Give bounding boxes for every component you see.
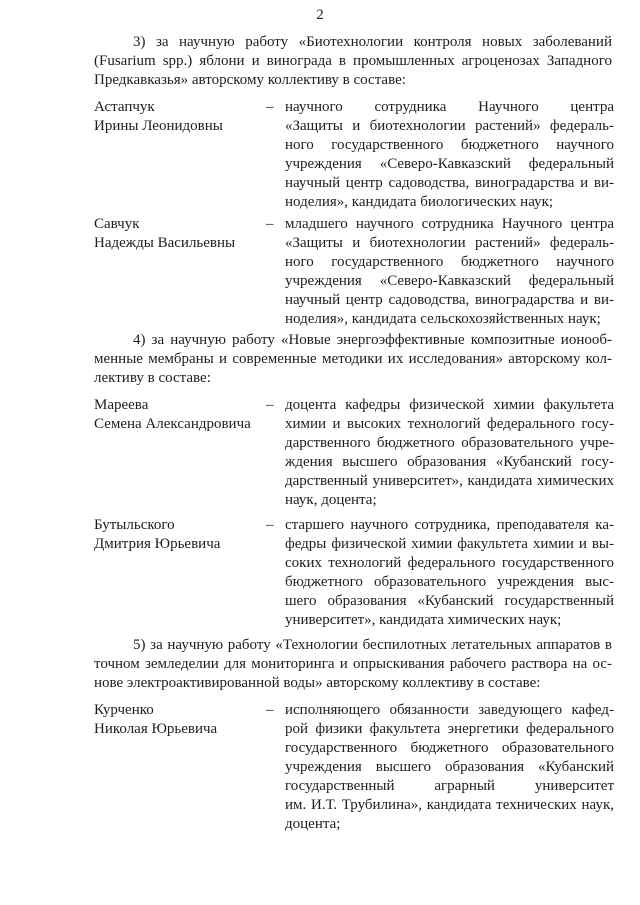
member-surname: Астапчук — [94, 99, 155, 115]
description-line: доцента кафедры физической химии факультета — [285, 397, 614, 413]
member-description — [285, 396, 614, 510]
description-line: бюджетного образовательного учреждения выс- — [285, 574, 614, 590]
description-line: ждения высшего образования «Кубанский госу- — [285, 454, 614, 470]
paragraph-line: точном земледелии для мониторинга и опрыскивания рабочего раствора на ос- — [94, 656, 612, 672]
description-line: старшего научного сотрудника, преподавателя ка- — [285, 517, 614, 533]
paragraph-line: (Fusarium spp.) яблони и винограда в промышленных агроценозах Западного — [94, 53, 612, 69]
paragraph-line: 5) за научную работу «Технологии беспилотных летательных аппаратов в — [133, 637, 612, 653]
description-line: ноделия», кандидата биологических наук; — [285, 194, 554, 210]
description-line: научный центр садоводства, виноградарства и ви- — [285, 175, 614, 191]
paragraph-line: менные мембраны и современные методики их исследования» авторскому кол- — [94, 351, 612, 367]
member-description — [285, 215, 614, 329]
member-given-name: Николая Юрьевича — [94, 721, 218, 737]
paragraph-line: 4) за научную работу «Новые энергоэффективные композитные ионооб- — [133, 332, 612, 348]
description-line: младшего научного сотрудника Научного центра — [285, 216, 614, 232]
description-line: дарственного бюджетного образовательного учре- — [285, 435, 614, 451]
description-line: им. И.Т. Трубилина», кандидата технических наук, — [285, 797, 614, 813]
member-surname: Бутыльского — [94, 517, 175, 533]
paragraph-line: нове электроактивированной воды» авторскому коллективу в составе: — [94, 675, 541, 691]
description-line: научного сотрудника Научного центра — [285, 99, 614, 115]
description-line: федры физической химии факультета химии и вы- — [285, 536, 614, 552]
description-line: ного государственного бюджетного научного — [285, 254, 614, 270]
description-line: ного государственного бюджетного научного — [285, 137, 614, 153]
description-line: учреждения «Северо-Кавказский федеральный — [285, 156, 614, 172]
member-given-name: Надежды Васильевны — [94, 235, 236, 251]
description-line: государственного бюджетного образовательного — [285, 740, 614, 756]
member-given-name: Ирины Леонидовны — [94, 118, 223, 134]
member-name — [94, 396, 264, 434]
description-line: учреждения высшего образования «Кубанский — [285, 759, 614, 775]
award-paragraph-4 — [94, 331, 612, 388]
description-line: научный центр садоводства, виноградарства и ви- — [285, 292, 614, 308]
award-paragraph-3 — [94, 33, 612, 90]
paragraph-line: 3) за научную работу «Биотехнологии контроля новых заболеваний — [133, 34, 612, 50]
member-given-name: Дмитрия Юрьевича — [94, 536, 221, 552]
award-paragraph-5 — [94, 636, 612, 693]
description-line: доцента; — [285, 816, 341, 832]
member-description — [285, 701, 614, 834]
description-line: наук, доцента; — [285, 492, 377, 508]
description-line: государственный аграрный университет — [285, 778, 614, 794]
page-number: 2 — [316, 7, 324, 23]
paragraph-line: Предкавказья» авторскому коллективу в составе: — [94, 72, 406, 88]
member-name — [94, 215, 264, 253]
member-surname: Курченко — [94, 702, 154, 718]
dash: – — [266, 517, 274, 533]
description-line: рой физики факультета энергетики федерального — [285, 721, 614, 737]
description-line: учреждения «Северо-Кавказский федеральный — [285, 273, 614, 289]
description-line: ноделия», кандидата сельскохозяйственных наук; — [285, 311, 601, 327]
dash: – — [266, 216, 274, 232]
description-line: шего образования «Кубанский государственный — [285, 593, 614, 609]
member-name — [94, 701, 264, 739]
member-surname: Савчук — [94, 216, 140, 232]
description-line: химии и высоких технологий федерального госу- — [285, 416, 614, 432]
dash: – — [266, 397, 274, 413]
member-name — [94, 98, 264, 136]
description-line: исполняющего обязанности заведующего кафед- — [285, 702, 614, 718]
member-given-name: Семена Александровича — [94, 416, 251, 432]
member-surname: Мареева — [94, 397, 149, 413]
description-line: университет», кандидата химических наук; — [285, 612, 562, 628]
description-line: дарственный университет», кандидата химических — [285, 473, 614, 489]
description-line: «Защиты и биотехнологии растений» федераль- — [285, 118, 614, 134]
dash: – — [266, 702, 274, 718]
dash: – — [266, 99, 274, 115]
member-description — [285, 516, 614, 630]
description-line: «Защиты и биотехнологии растений» федераль- — [285, 235, 614, 251]
member-description — [285, 98, 614, 212]
description-line: соких технологий федерального государственного — [285, 555, 614, 571]
paragraph-line: лективу в составе: — [94, 370, 211, 386]
member-name — [94, 516, 264, 554]
